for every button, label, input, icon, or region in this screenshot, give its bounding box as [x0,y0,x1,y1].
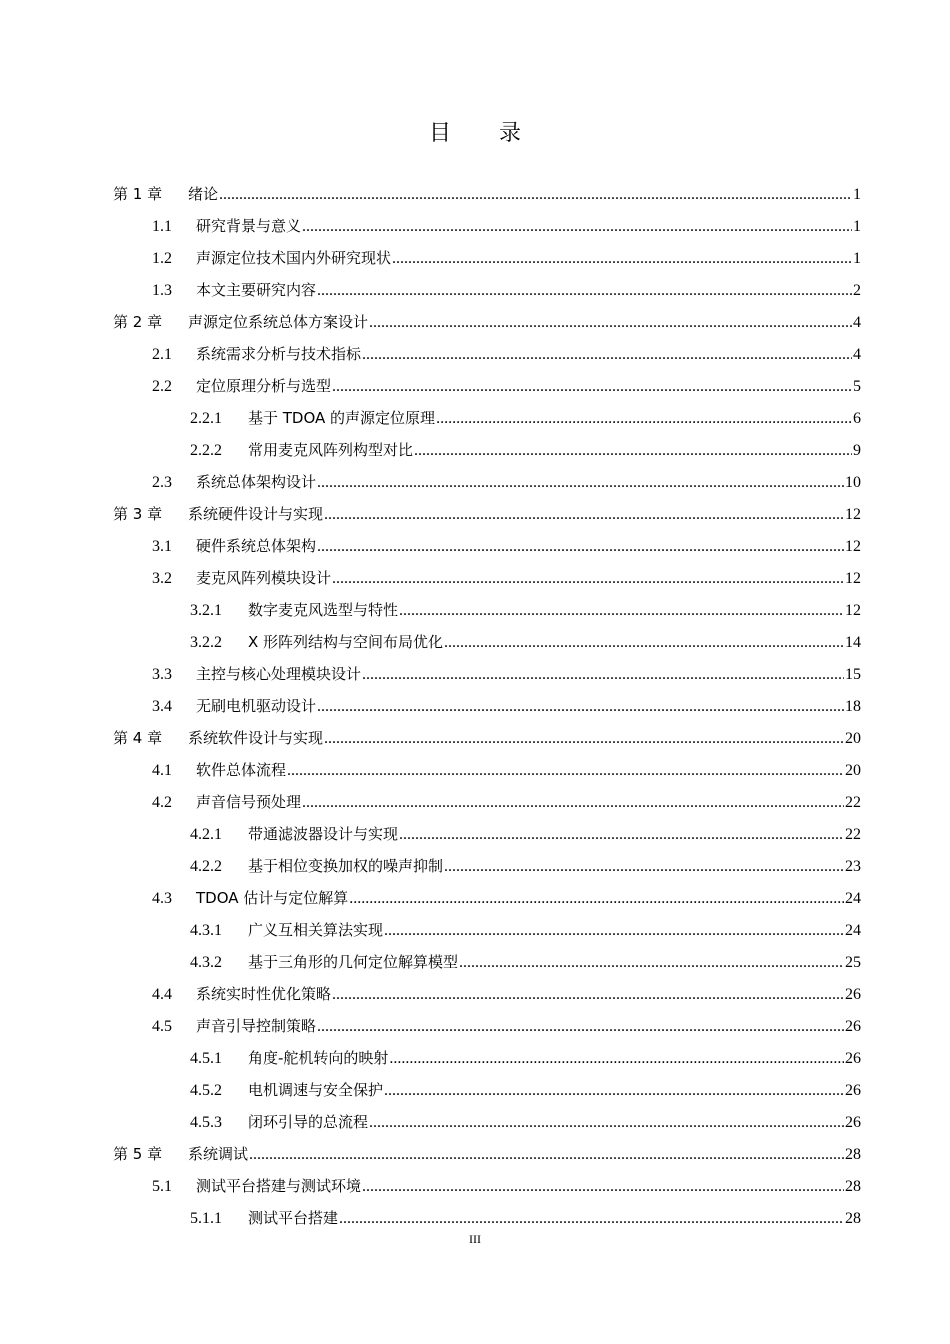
toc-entry-page: 23 [845,858,861,875]
toc-entry-label: 系统实时性优化策略 [196,985,332,1003]
toc-entry-page: 26 [845,1050,861,1067]
toc-entry-number: 第 1 章 [113,185,163,203]
toc-entry-label: 无刷电机驱动设计 [196,697,317,715]
toc-entry-label: 系统需求分析与技术指标 [196,345,362,363]
dot-leader [349,883,844,915]
toc-entry-page: 2 [853,282,861,299]
toc-entry-page: 4 [853,314,861,331]
toc-entry-page: 12 [845,602,861,619]
dot-leader [384,1075,844,1107]
toc-entry-page: 20 [845,762,861,779]
toc-entry-number: 4.3 [152,890,172,907]
toc-entry-number: 3.4 [152,698,172,715]
toc-entry-number: 4.2 [152,794,172,811]
toc-entry-page: 5 [853,378,861,395]
toc-entry[interactable] [113,946,861,978]
toc-entry-number: 5.1.1 [190,1210,222,1227]
toc-entry-label: 角度-舵机转向的映射 [248,1049,389,1067]
toc-entry-number: 第 2 章 [113,313,163,331]
toc-entry[interactable] [113,1010,861,1042]
toc-entry-label: 电机调速与安全保护 [248,1081,384,1099]
toc-entry[interactable] [113,882,861,914]
toc-entry-number: 3.3 [152,666,172,683]
toc-entry[interactable] [113,306,861,338]
toc-entry-number: 3.2.1 [190,602,222,619]
dot-leader [332,563,844,595]
toc-entry[interactable] [113,530,861,562]
toc-entry[interactable] [113,626,861,658]
dot-leader [302,787,844,819]
toc-entry[interactable] [113,370,861,402]
toc-entry[interactable] [113,498,861,530]
toc-entry-label: 绪论 [188,185,219,203]
toc-entry-label: 系统硬件设计与实现 [188,505,324,523]
dot-leader [362,659,844,691]
toc-entry-label: 软件总体流程 [196,761,287,779]
toc-entry-label: X 形阵列结构与空间布局优化 [248,633,444,651]
toc-entry-number: 2.2 [152,378,172,395]
dot-leader [436,403,852,435]
toc-entry[interactable] [113,914,861,946]
page-number: III [469,1232,481,1246]
toc-entry[interactable] [113,466,861,498]
toc-entry[interactable] [113,402,861,434]
dot-leader [444,851,844,883]
toc-entry-page: 28 [845,1146,861,1163]
toc-entry-number: 3.1 [152,538,172,555]
dot-leader [369,307,852,339]
toc-entry-page: 22 [845,826,861,843]
toc-entry-label: 带通滤波器设计与实现 [248,825,399,843]
toc-entry-label: 系统软件设计与实现 [188,729,324,747]
toc-entry-number: 4.5 [152,1018,172,1035]
toc-entry-number: 第 3 章 [113,505,163,523]
toc-entry-number: 4.1 [152,762,172,779]
toc-entry-label: 声音引导控制策略 [196,1017,317,1035]
toc-entry-number: 2.1 [152,346,172,363]
dot-leader [332,371,852,403]
dot-leader [444,627,844,659]
toc-entry-number: 4.4 [152,986,172,1003]
toc-entry-number: 2.2.1 [190,410,222,427]
toc-entry-label: 声源定位系统总体方案设计 [188,313,369,331]
toc-entry-page: 20 [845,730,861,747]
title-char-1: 目 [428,121,451,146]
toc-entry-page: 12 [845,506,861,523]
toc-entry[interactable] [113,338,861,370]
toc-entry-page: 1 [853,250,861,267]
toc-entry-label: 系统总体架构设计 [196,473,317,491]
toc-entry[interactable] [113,1202,861,1234]
dot-leader [219,179,852,211]
table-of-contents [113,178,861,1234]
toc-entry-label: TDOA 估计与定位解算 [196,889,349,907]
dot-leader [317,531,844,563]
toc-entry-page: 12 [845,538,861,555]
toc-entry-label: 闭环引导的总流程 [248,1113,369,1131]
dot-leader [384,915,844,947]
toc-entry-number: 第 5 章 [113,1145,163,1163]
toc-entry-label: 广义互相关算法实现 [248,921,384,939]
toc-entry[interactable] [113,434,861,466]
toc-entry-number: 1.3 [152,282,172,299]
dot-leader [389,1043,844,1075]
toc-entry-label: 声源定位技术国内外研究现状 [196,249,392,267]
toc-entry-page: 15 [845,666,861,683]
dot-leader [339,1203,844,1235]
toc-entry[interactable] [113,1138,861,1170]
toc-entry-label: 基于三角形的几何定位解算模型 [248,953,459,971]
toc-entry[interactable] [113,978,861,1010]
toc-entry-label: 本文主要研究内容 [196,281,317,299]
toc-entry[interactable] [113,1074,861,1106]
toc-entry-label: 麦克风阵列模块设计 [196,569,332,587]
dot-leader [324,723,844,755]
dot-leader [392,243,852,275]
toc-entry-label: 主控与核心处理模块设计 [196,665,362,683]
toc-entry-page: 25 [845,954,861,971]
toc-entry-label: 测试平台搭建与测试环境 [196,1177,362,1195]
dot-leader [317,467,844,499]
dot-leader [369,1107,844,1139]
toc-entry-page: 10 [845,474,861,491]
toc-entry-page: 14 [845,634,861,651]
toc-entry-page: 12 [845,570,861,587]
toc-entry-page: 28 [845,1210,861,1227]
toc-entry-page: 6 [853,410,861,427]
toc-entry-label: 系统调试 [188,1145,249,1163]
dot-leader [399,819,844,851]
toc-entry-number: 2.3 [152,474,172,491]
toc-entry-page: 24 [845,890,861,907]
dot-leader [362,339,852,371]
toc-entry[interactable] [113,1042,861,1074]
dot-leader [317,1011,844,1043]
toc-entry-number: 第 4 章 [113,729,163,747]
toc-entry-number: 1.1 [152,218,172,235]
toc-entry[interactable] [113,722,861,754]
toc-entry-label: 基于相位变换加权的噪声抑制 [248,857,444,875]
toc-entry-label: 基于 TDOA 的声源定位原理 [248,409,436,427]
dot-leader [414,435,852,467]
toc-entry-page: 4 [853,346,861,363]
toc-entry-page: 18 [845,698,861,715]
dot-leader [249,1139,844,1171]
toc-entry[interactable] [113,594,861,626]
toc-entry-page: 26 [845,1018,861,1035]
toc-entry-number: 2.2.2 [190,442,222,459]
dot-leader [302,211,852,243]
dot-leader [399,595,844,627]
toc-entry-label: 数字麦克风选型与特性 [248,601,399,619]
toc-entry-label: 声音信号预处理 [196,793,302,811]
toc-entry-page: 24 [845,922,861,939]
toc-entry[interactable] [113,274,861,306]
dot-leader [317,691,844,723]
toc-entry[interactable] [113,242,861,274]
toc-entry-label: 定位原理分析与选型 [196,377,332,395]
toc-entry-number: 3.2 [152,570,172,587]
dot-leader [324,499,844,531]
toc-entry[interactable] [113,818,861,850]
toc-entry[interactable] [113,562,861,594]
toc-entry-number: 4.2.2 [190,858,222,875]
toc-entry-number: 4.5.2 [190,1082,222,1099]
toc-entry-label: 研究背景与意义 [196,217,302,235]
toc-entry-page: 1 [853,186,861,203]
toc-entry-page: 26 [845,1082,861,1099]
toc-entry[interactable] [113,850,861,882]
toc-entry-page: 26 [845,1114,861,1131]
toc-entry-number: 4.3.1 [190,922,222,939]
toc-entry[interactable] [113,786,861,818]
toc-entry-number: 3.2.2 [190,634,222,651]
toc-entry[interactable] [113,690,861,722]
dot-leader [362,1171,844,1203]
dot-leader [287,755,844,787]
toc-entry-label: 常用麦克风阵列构型对比 [248,441,414,459]
toc-entry[interactable] [113,1170,861,1202]
toc-entry-label: 测试平台搭建 [248,1209,339,1227]
toc-entry-number: 4.2.1 [190,826,222,843]
dot-leader [317,275,852,307]
title-char-2: 录 [499,121,522,146]
toc-entry-label: 硬件系统总体架构 [196,537,317,555]
dot-leader [332,979,844,1011]
toc-entry-page: 1 [853,218,861,235]
toc-entry[interactable] [113,658,861,690]
page-title [0,116,950,147]
toc-entry-page: 9 [853,442,861,459]
toc-entry-page: 26 [845,986,861,1003]
dot-leader [459,947,844,979]
toc-entry-page: 28 [845,1178,861,1195]
toc-entry[interactable] [113,178,861,210]
toc-entry-number: 4.5.3 [190,1114,222,1131]
toc-entry-page: 22 [845,794,861,811]
toc-entry-number: 5.1 [152,1178,172,1195]
toc-entry-number: 4.5.1 [190,1050,222,1067]
toc-entry-number: 1.2 [152,250,172,267]
toc-entry-number: 4.3.2 [190,954,222,971]
toc-entry[interactable] [113,1106,861,1138]
toc-entry[interactable] [113,754,861,786]
toc-entry[interactable] [113,210,861,242]
